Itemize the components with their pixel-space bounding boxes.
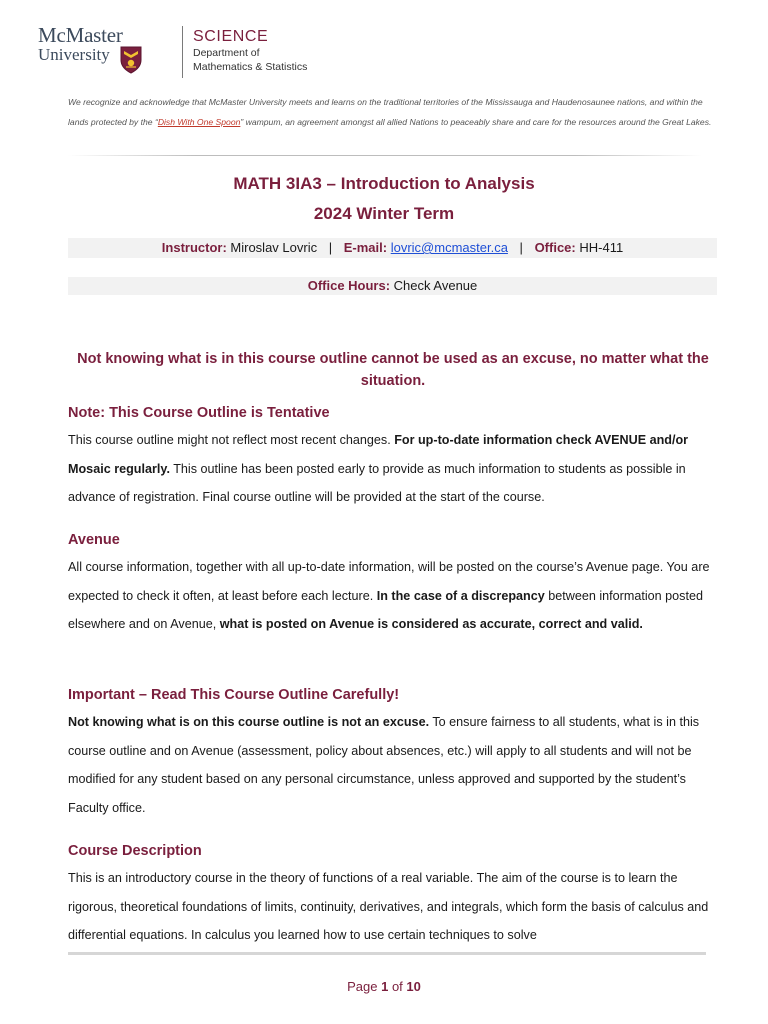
important-bold: Not knowing what is on this course outline is not an excuse.: [68, 715, 430, 729]
separator: |: [519, 240, 523, 255]
ack-text-before: We recognize and acknowledge that McMaster University meets and learns on the traditional territories of the Mississauga and Haudenosaunee nations, and within the lands protected by the “: [68, 97, 703, 127]
land-acknowledgement: [68, 93, 718, 132]
logo-line1: McMaster: [38, 23, 123, 47]
office-hours-label: Office Hours:: [307, 278, 391, 293]
page-footer: [0, 979, 768, 994]
course-term: 2024 Winter Term: [313, 204, 455, 223]
university-wordmark: [38, 24, 123, 64]
paragraph-tentative: [68, 426, 723, 512]
avenue-text-1: All course information, together with all up-to-date information, will be posted on the course’s Avenue page. You are expected to check it often, at least before each lecture.: [68, 560, 710, 603]
mcmaster-logo: [38, 23, 308, 84]
crest-icon: [120, 46, 142, 74]
heading-important: Important – Read This Course Outline Carefully!: [68, 687, 400, 703]
office-hours-bar: [68, 277, 717, 295]
logo-divider: [182, 26, 183, 78]
office-label: Office:: [534, 240, 576, 255]
paragraph-avenue: [68, 553, 723, 639]
tentative-text-2: This outline has been posted early to provide as much information to students as possible in advance of registration. Final course outline will be provided at the start of the course.: [68, 461, 686, 505]
footer-divider: [68, 952, 706, 955]
instructor-name: Miroslav Lovric: [230, 240, 318, 255]
email-label: E-mail:: [343, 240, 388, 255]
heading-description: Course Description: [68, 843, 202, 859]
heading-avenue: Avenue: [68, 532, 120, 548]
of-word: of: [391, 979, 403, 994]
avenue-text-2: between information posted elsewhere and on Avenue,: [68, 588, 703, 632]
avenue-bold-2: what is posted on Avenue is considered as accurate, correct and valid.: [219, 617, 643, 632]
tentative-text-1: This course outline might not reflect most recent changes.: [68, 433, 395, 447]
ack-text-after: ” wampum, an agreement amongst all allied Nations to peaceably share and care for the resources around the Great Lakes.: [240, 116, 712, 127]
page-number: 1: [381, 979, 389, 994]
header-divider: [68, 155, 702, 156]
avenue-bold-1: In the case of a discrepancy: [376, 588, 545, 603]
course-title: MATH 3IA3 – Introduction to Analysis: [233, 174, 535, 193]
important-text: To ensure fairness to all students, what is in this course outline and on Avenue (assessment, policy about absences, etc.) will apply to all students and will not be modified for any student based on any personal circumstance, unless approved and supported by the student’s Faculty office.: [68, 715, 700, 815]
department-line1: Department of: [193, 47, 260, 59]
office-value: HH-411: [579, 240, 624, 255]
department-line2: Mathematics & Statistics: [193, 61, 308, 73]
instructor-label: Instructor:: [161, 240, 227, 255]
department-block: [193, 28, 353, 74]
contact-bar: [68, 238, 717, 258]
paragraph-description: This is an introductory course in the theory of functions of a real variable. The aim of the course is to learn the rigorous, theoretical foundations of limits, continuity, derivatives, and integrals, which form the basis of calculus and differential equations. In calculus you learned how to use certain techniques to solve: [68, 871, 709, 943]
separator: |: [328, 240, 333, 255]
logo-line2: University: [38, 45, 110, 64]
tentative-bold: For up-to-date information check AVENUE and/or Mosaic regularly.: [68, 433, 689, 476]
outline-warning: Not knowing what is in this course outline cannot be used as an excuse, no matter what the situation.: [77, 351, 709, 389]
office-hours-value: Check Avenue: [393, 278, 478, 293]
dish-with-one-spoon-link[interactable]: Dish With One Spoon: [157, 116, 241, 127]
paragraph-important: [68, 708, 723, 822]
page-total: 10: [406, 979, 421, 994]
heading-tentative: Note: This Course Outline is Tentative: [68, 405, 330, 421]
email-link[interactable]: lovric@mcmaster.ca: [390, 240, 508, 255]
page-word: Page: [347, 979, 378, 994]
faculty-name: SCIENCE: [193, 28, 269, 45]
